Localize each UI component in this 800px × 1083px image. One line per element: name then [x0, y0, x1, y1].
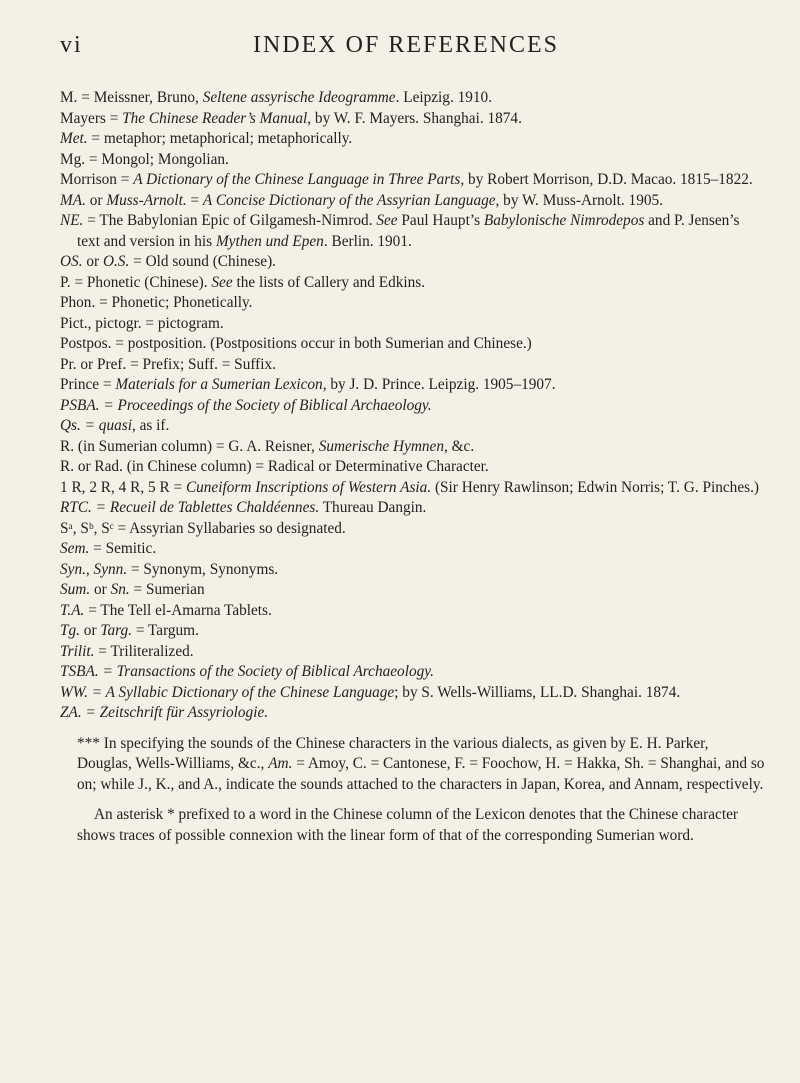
note-paragraph	[60, 805, 766, 846]
reference-entry	[60, 621, 766, 642]
text-segment: (Sir Henry Rawlinson; Edwin Norris; T. G. Pinches.)	[431, 478, 759, 496]
note-paragraph	[60, 734, 766, 796]
text-segment: Babylonische Nimrodepos	[483, 212, 645, 229]
text-segment: 1 R, 2 R, 4 R, 5 R =	[60, 478, 186, 496]
text-segment: M. = Meissner, Bruno,	[60, 89, 203, 106]
text-segment: Postpos. = postposition. (Postpositions occur in both Sumerian and Chinese.)	[60, 335, 532, 352]
reference-entry	[60, 478, 766, 499]
text-segment: Pr. or Pref. = Prefix; Suff. = Suffix.	[60, 355, 276, 373]
text-segment: Mythen und Epen	[215, 232, 324, 250]
reference-entry	[60, 601, 766, 622]
text-segment: NE.	[60, 212, 84, 229]
text-segment: = Targum.	[132, 622, 199, 639]
text-segment: Materials for a Sumerian Lexicon	[115, 376, 323, 393]
reference-entry	[60, 519, 766, 540]
text-segment: or	[90, 581, 111, 598]
reference-entry	[60, 150, 766, 171]
text-segment: Sumerische Hymnen	[318, 437, 444, 455]
reference-entry	[60, 703, 766, 724]
text-segment: and P. Jensen’s text and version in his	[77, 212, 740, 250]
text-segment: Trilit.	[60, 642, 95, 660]
text-segment: Sᵃ, Sᵇ, Sᶜ = Assyrian Syllabaries so designated.	[60, 519, 346, 537]
text-segment: =	[186, 191, 203, 209]
reference-entry	[60, 498, 766, 519]
reference-entry	[60, 580, 766, 601]
reference-entry	[60, 683, 766, 704]
text-segment: Morrison =	[60, 171, 134, 188]
text-segment: A Dictionary of the Chinese Language in Three Parts	[133, 171, 461, 188]
text-segment: See	[376, 212, 398, 229]
reference-entry	[60, 252, 766, 273]
text-segment: Syn., Synn.	[60, 560, 128, 578]
text-segment: Sem.	[60, 540, 90, 557]
text-segment: Cuneiform Inscriptions of Western Asia.	[185, 478, 432, 496]
text-segment: RTC. = Recueil de Tablettes Chaldéennes.	[60, 499, 320, 516]
reference-entry	[60, 375, 766, 396]
text-segment: *** In specifying the sounds of the Chinese characters in the various dialects, as given by E. H. Parker, Douglas, Wells-Williams, &c.,	[77, 734, 709, 772]
text-segment: = Semitic.	[89, 540, 157, 557]
text-segment: = The Tell el-Amarna Tablets.	[84, 601, 272, 619]
text-segment: P. = Phonetic (Chinese).	[60, 273, 212, 291]
page-number: vi	[60, 32, 83, 58]
reference-entry	[60, 662, 766, 683]
text-segment: An asterisk * prefixed to a word in the Chinese column of the Lexicon denotes that the Chinese character shows traces of possible connexion with the linear form of that of the corresponding Sumerian word.	[77, 806, 738, 844]
reference-entry	[60, 396, 766, 417]
text-segment: , by J. D. Prince. Leipzig. 1905–1907.	[322, 376, 556, 393]
text-segment: or	[82, 253, 103, 270]
reference-entry	[60, 88, 766, 109]
text-segment: Seltene assyrische Ideogramme	[202, 89, 396, 106]
reference-entry	[60, 560, 766, 581]
text-segment: T.A.	[60, 601, 85, 619]
text-segment: Thureau Dangin.	[319, 499, 427, 516]
text-segment: Qs. = quasi	[60, 417, 132, 434]
text-segment: = Amoy, C. = Cantonese, F. = Foochow, H. = Hakka, Sh. = Shanghai, and so on; while J., K., and A., indicate the sounds attached to the characters in Japan, Korea, and Annam, respectively.	[77, 755, 765, 793]
text-segment: Sum.	[60, 581, 91, 598]
text-segment: or	[85, 191, 107, 209]
text-segment: R. (in Sumerian column) = G. A. Reisner,	[60, 437, 319, 455]
reference-entry	[60, 211, 766, 252]
page-title: INDEX OF REFERENCES	[252, 32, 560, 58]
text-segment: = Old sound (Chinese).	[129, 253, 277, 270]
text-segment: or	[79, 622, 101, 639]
text-segment: = Synonym, Synonyms.	[127, 560, 279, 578]
text-segment: Mayers =	[60, 109, 123, 127]
text-segment: WW. = A Syllabic Dictionary of the Chinese Language	[60, 683, 395, 701]
text-segment: = Sumerian	[129, 581, 205, 598]
text-segment: Mg. = Mongol; Mongolian.	[60, 150, 229, 168]
text-segment: Pict., pictogr. = pictogram.	[60, 314, 224, 332]
reference-entry	[60, 293, 766, 314]
reference-entry	[60, 170, 766, 191]
text-segment: Paul Haupt’s	[397, 212, 484, 229]
text-segment: O.S.	[102, 253, 130, 270]
text-segment: See	[211, 273, 233, 291]
text-segment: Am.	[268, 755, 293, 772]
text-segment: OS.	[60, 253, 83, 270]
text-segment: A Concise Dictionary of the Assyrian Language	[202, 191, 496, 209]
text-segment: ZA. = Zeitschrift für Assyriologie.	[60, 704, 269, 721]
text-segment: Muss-Arnolt.	[106, 191, 187, 209]
reference-entry	[60, 539, 766, 560]
text-segment: = metaphor; metaphorical; metaphorically.	[87, 130, 353, 147]
text-segment: , as if.	[131, 417, 170, 434]
reference-entry	[60, 273, 766, 294]
text-segment: , by Robert Morrison, D.D. Macao. 1815–1822.	[460, 171, 753, 188]
reference-list	[60, 88, 766, 846]
reference-entry	[60, 109, 766, 130]
reference-entry	[60, 437, 766, 458]
text-segment: The Chinese Reader’s Manual	[122, 109, 308, 127]
text-segment: = Triliteralized.	[94, 642, 194, 660]
reference-entry	[60, 355, 766, 376]
text-segment: Targ.	[100, 622, 132, 639]
text-segment: , by W. Muss-Arnolt. 1905.	[495, 191, 663, 209]
text-segment: = The Babylonian Epic of Gilgamesh-Nimrod.	[83, 212, 377, 229]
text-segment: , &c.	[444, 437, 475, 455]
reference-entry	[60, 191, 766, 212]
reference-entry	[60, 334, 766, 355]
reference-entry	[60, 129, 766, 150]
reference-entry	[60, 314, 766, 335]
text-segment: . Leipzig. 1910.	[395, 89, 493, 106]
text-segment: Phon. = Phonetic; Phonetically.	[60, 294, 253, 311]
text-segment: PSBA. = Proceedings of the Society of Biblical Archaeology.	[60, 396, 432, 414]
reference-entry	[60, 642, 766, 663]
text-segment: Tg.	[60, 622, 80, 639]
text-segment: the lists of Callery and Edkins.	[232, 273, 426, 291]
page-header	[60, 32, 752, 66]
text-segment: TSBA. = Transactions of the Society of Biblical Archaeology.	[60, 663, 435, 680]
text-segment: MA.	[60, 191, 86, 209]
text-segment: Met.	[60, 130, 88, 147]
text-segment: . Berlin. 1901.	[323, 232, 412, 250]
text-segment: Prince =	[60, 376, 116, 393]
reference-entry	[60, 457, 766, 478]
text-segment: , by W. F. Mayers. Shanghai. 1874.	[307, 109, 522, 127]
reference-entry	[60, 416, 766, 437]
text-segment: R. or Rad. (in Chinese column) = Radical or Determinative Character.	[60, 458, 489, 475]
text-segment: Sn.	[110, 581, 130, 598]
text-segment: ; by S. Wells-Williams, LL.D. Shanghai. 1874.	[394, 683, 681, 701]
